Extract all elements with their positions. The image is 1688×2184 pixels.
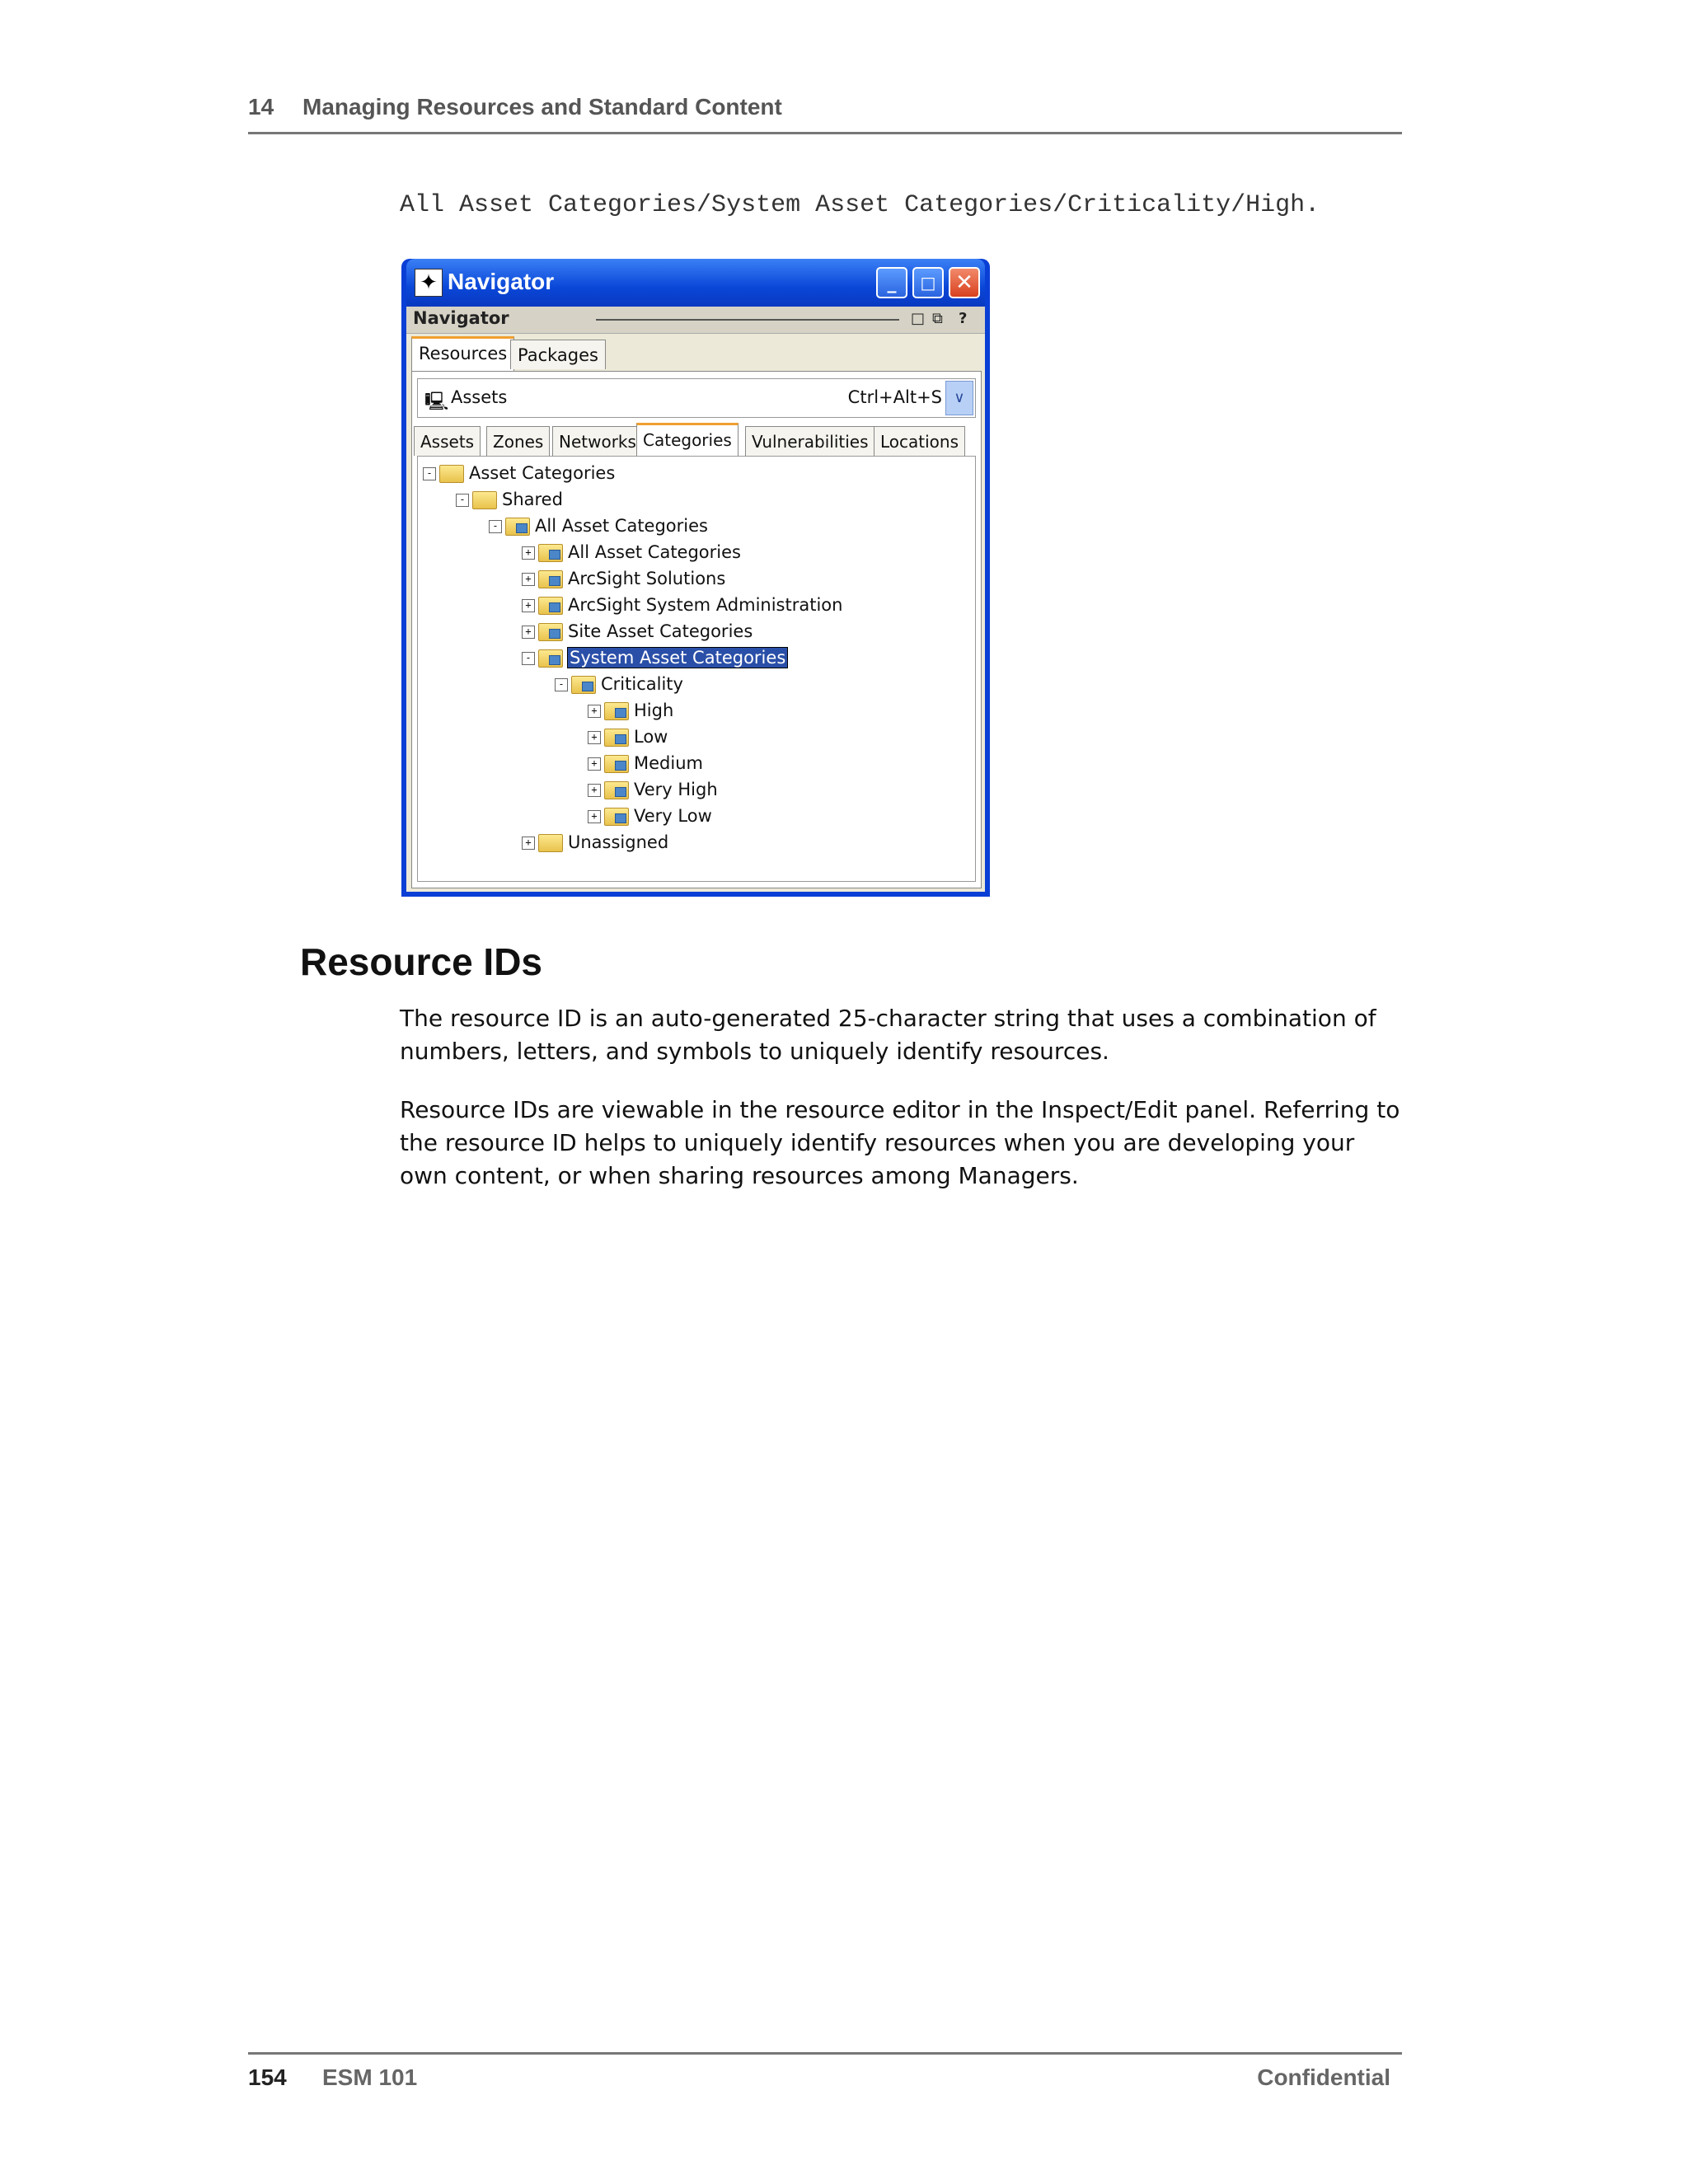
expand-icon[interactable]: + [522, 546, 535, 560]
page-header [248, 89, 1402, 134]
panel-header [406, 307, 985, 334]
collapse-icon[interactable]: - [489, 520, 502, 533]
tree-item[interactable]: - Asset Categories [423, 462, 615, 485]
resource-folder-icon [538, 570, 563, 588]
tree-item[interactable]: + Very High [588, 778, 718, 801]
resources-panel [411, 371, 982, 888]
help-icon[interactable]: ? [959, 310, 968, 327]
chapter-number: 14 [248, 94, 274, 120]
folder-icon [439, 465, 464, 483]
maximize-button[interactable]: □ [912, 267, 944, 298]
resource-folder-icon [604, 729, 629, 747]
collapse-icon[interactable]: - [555, 678, 568, 691]
minimize-button[interactable]: _ [876, 267, 907, 298]
window-titlebar[interactable] [406, 259, 985, 307]
expand-icon[interactable]: + [522, 599, 535, 612]
close-button[interactable]: ✕ [949, 267, 980, 298]
resource-folder-icon [538, 623, 563, 641]
tab-vulnerabilities[interactable]: Vulnerabilities [745, 426, 875, 456]
panel-grip[interactable] [596, 319, 899, 323]
confidentiality-label: Confidential [1257, 2064, 1390, 2090]
resource-folder-icon [604, 755, 629, 773]
tree-item[interactable]: + All Asset Categories [522, 541, 741, 564]
expand-icon[interactable]: + [522, 626, 535, 639]
tab-packages[interactable]: Packages [510, 340, 606, 369]
page-number: 154 [248, 2064, 287, 2090]
category-tree [417, 456, 976, 882]
resource-type-shortcut: Ctrl+Alt+S [847, 387, 942, 407]
resource-folder-icon [538, 544, 563, 562]
paragraph: The resource ID is an auto-generated 25-character string that uses a combination of numbers, letters, and symbols to uniquely identify resources. [400, 1005, 1376, 1065]
panel-title: Navigator [413, 308, 509, 328]
tab-locations[interactable]: Locations [874, 426, 965, 456]
page-footer [248, 2052, 1402, 2104]
resource-folder-icon [571, 676, 596, 694]
resource-folder-icon [505, 518, 530, 536]
tree-item-selected[interactable]: - System Asset Categories [522, 646, 787, 669]
window-body [406, 307, 985, 892]
tree-item[interactable]: - Shared [456, 488, 563, 511]
window-title: Navigator [448, 269, 555, 294]
collapse-icon[interactable]: - [456, 494, 469, 507]
expand-icon[interactable]: + [522, 573, 535, 586]
book-title: ESM 101 [322, 2064, 418, 2090]
tab-resources[interactable]: Resources [411, 336, 514, 371]
expand-icon[interactable]: + [588, 784, 601, 797]
resource-path: All Asset Categories/System Asset Categories/Criticality/High. [400, 191, 1320, 219]
resource-folder-icon [538, 597, 563, 615]
resource-folder-icon [538, 649, 563, 668]
tab-networks[interactable]: Networks [552, 426, 643, 456]
tree-item[interactable]: + Medium [588, 752, 703, 775]
resource-type-select[interactable] [417, 378, 976, 418]
resource-folder-icon [604, 781, 629, 799]
expand-icon[interactable]: + [588, 757, 601, 771]
tree-item[interactable]: - Criticality [555, 673, 683, 696]
tree-item[interactable]: + Low [588, 725, 668, 748]
tree-item[interactable]: + ArcSight Solutions [522, 567, 725, 590]
resource-folder-icon [604, 808, 629, 826]
navigator-window [401, 259, 990, 897]
navigator-app-icon: ✦ [415, 269, 443, 297]
assets-icon: 🖳 [424, 391, 449, 412]
expand-icon[interactable]: + [588, 705, 601, 718]
panel-float-icon[interactable]: ⧉ [932, 310, 943, 327]
tree-item[interactable]: + High [588, 699, 673, 722]
folder-icon [472, 491, 497, 509]
expand-icon[interactable]: + [588, 731, 601, 744]
resource-folder-icon [604, 702, 629, 720]
tree-item[interactable]: + Site Asset Categories [522, 620, 753, 643]
tab-zones[interactable]: Zones [486, 426, 550, 456]
tree-item[interactable]: + ArcSight System Administration [522, 593, 842, 616]
tab-assets[interactable]: Assets [414, 426, 481, 456]
tree-item[interactable]: + Unassigned [522, 831, 668, 854]
expand-icon[interactable]: + [588, 810, 601, 823]
section-title: Resource IDs [300, 940, 543, 983]
folder-icon [538, 834, 563, 852]
tab-categories[interactable]: Categories [636, 423, 738, 456]
chapter-title: Managing Resources and Standard Content [302, 94, 782, 120]
collapse-icon[interactable]: - [522, 652, 535, 665]
paragraph: Resource IDs are viewable in the resource editor in the Inspect/Edit panel. Referring to the resource ID helps to uniquely identify resources when you are developing your own content, or when sharing resources among Managers. [400, 1096, 1400, 1189]
tree-item[interactable]: - All Asset Categories [489, 514, 708, 537]
resource-type-value: Assets [451, 387, 508, 407]
expand-icon[interactable]: + [522, 837, 535, 850]
panel-dock-icon[interactable]: □ [911, 310, 926, 327]
tree-item[interactable]: + Very Low [588, 804, 712, 827]
collapse-icon[interactable]: - [423, 467, 436, 480]
chevron-down-icon[interactable]: ∨ [945, 381, 973, 415]
